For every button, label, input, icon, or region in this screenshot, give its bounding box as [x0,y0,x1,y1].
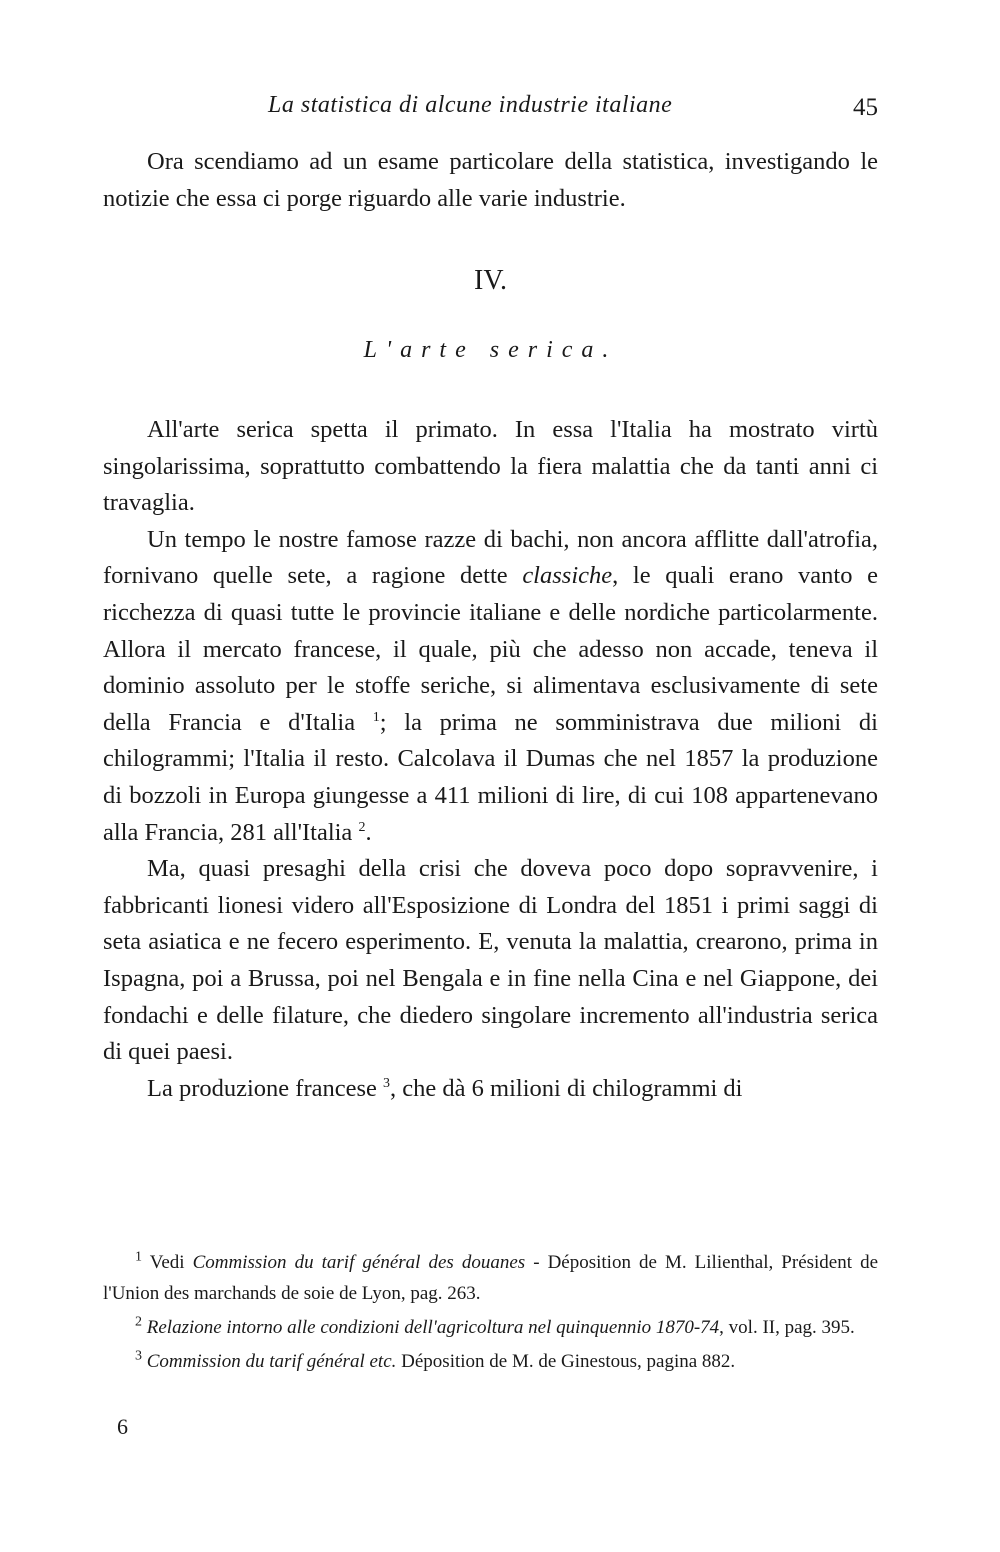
footnote-marker: 1 [135,1249,142,1265]
intro-section [103,144,878,217]
footnote-marker: 3 [135,1348,142,1364]
footnote-1 [103,1247,878,1309]
paragraph-1: All'arte serica spetta il primato. In essa l'Italia ha mostrato virtù singolarissima, soprattutto combattendo la fiera malattia che da tanti anni ci travaglia. [103,416,878,517]
footnote-text: Vedi [149,1252,193,1273]
paragraph-2-text-c: ; la prima ne somministrava due milioni di chilogrammi; l'Italia il resto. Calcolava il Dumas che nel 1857 la produzione di bozzoli in Europa giungesse a 411 milioni di lire, di cui 108 appartenevano alla Francia, 281 all'Italia [103,708,878,846]
footnote-marker: 2 [135,1314,142,1330]
footnotes [103,1247,878,1380]
signature-mark: 6 [117,1414,128,1439]
footnote-text: - Déposition de M. Lilienthal, Président de l'Union des marchands de soie de Lyon, pag. 263. [103,1252,878,1304]
footnote-italic: Commission du tarif général etc. [146,1351,397,1372]
footnote-2 [103,1312,878,1343]
running-title: La statistica di alcune industrie italiane [268,92,673,118]
footnote-ref-2: 2 [358,819,366,835]
paragraph-2 [103,522,878,851]
chapter-number: IV. [474,265,507,296]
footnote-text: , vol. II, pag. 395. [719,1317,855,1338]
paragraph-2-text-b: , le quali erano vanto e ricchezza di quasi tutte le provincie italiane e delle nordiche particolarmente. Allora il mercato francese, il quale, più che adesso non accade, teneva il dominio assoluto per le stoffe seriche, si alimentava esclusivamente di sete della Francia e d'Italia [103,562,878,736]
footnote-italic: Relazione intorno alle condizioni dell'agricoltura nel quinquennio 1870-74 [146,1317,720,1338]
paragraph-2-italic: classiche [522,562,613,590]
page-number: 45 [853,94,878,121]
footnote-ref-3: 3 [383,1075,391,1091]
paragraph-4-text-b: , che dà 6 milioni di chilogrammi di [390,1074,743,1102]
page-header [103,92,878,132]
paragraph-4 [103,1071,878,1108]
footnote-ref-1: 1 [372,709,380,725]
footnote-italic: Commission du tarif général des douanes [192,1252,526,1273]
paragraph-2-text-a: Un tempo le nostre famose razze di bachi, non ancora afflitte dall'atrofia, fornivano quelle sete, a ragione dette [103,525,878,590]
footnote-text: Déposition de M. de Ginestous, pagina 882. [396,1351,736,1372]
paragraph-3: Ma, quasi presaghi della crisi che doveva poco dopo sopravvenire, i fabbricanti lionesi videro all'Esposizione di Londra del 1851 i primi saggi di seta asiatica e ne fecero esperimento. E, venuta la malattia, crearono, prima in Ispagna, poi a Brussa, poi nel Bengala e in fine nella Cina e nel Giappone, dei fondachi e delle filature, che diedero singolare incremento all'industria serica di quei paesi. [103,855,878,1066]
body-text [103,412,878,1107]
paragraph-4-text-a: La produzione francese [147,1074,384,1102]
paragraph-2-text-d: . [365,818,372,846]
footnote-3 [103,1346,878,1377]
intro-paragraph: Ora scendiamo ad un esame particolare della statistica, investigando le notizie che essa ci porge riguardo alle varie industrie. [103,148,878,212]
chapter-title: L'arte serica. [363,337,618,363]
